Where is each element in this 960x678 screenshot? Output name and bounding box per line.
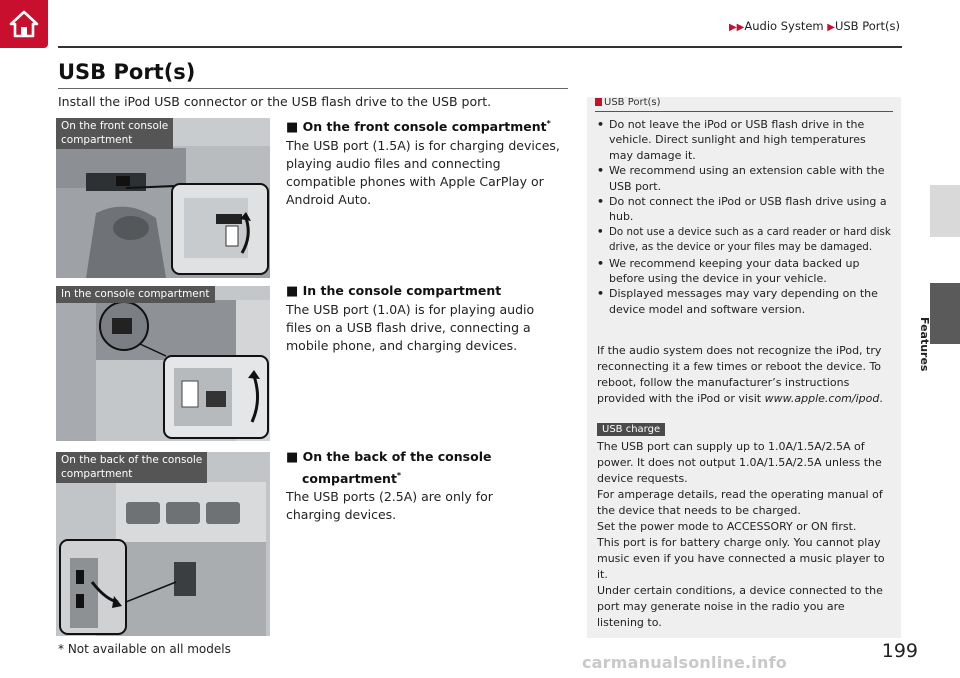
square-bullet-icon: ■ (286, 450, 299, 465)
side-tab-features-marker[interactable] (930, 283, 960, 344)
section-body: The USB port (1.5A) is for charging devices, playing audio files and connecting compatible phones with Apple CarPlay or Android Auto. (286, 138, 560, 208)
sidebar-paragraph: Set the power mode to ACCESSORY or ON first. (597, 520, 857, 533)
section-front-console (286, 115, 576, 209)
intro-text: Install the iPod USB connector or the USB flash drive to the USB port. (58, 94, 492, 109)
apple-link[interactable]: www.apple.com/ipod (764, 392, 880, 405)
sidebar-paragraph: The USB port can supply up to 1.0A/1.5A/2.5A of power. It does not output 1.0A/1.5A/2.5A unless the device requests. (597, 440, 882, 485)
reference-icon (595, 98, 602, 106)
section-body: The USB port (1.0A) is for playing audio files on a USB flash drive, connecting a mobile phone, and charging devices. (286, 302, 535, 353)
page-number: 199 (881, 640, 918, 662)
list-item: • Displayed messages may vary depending on the device model and software version. (597, 286, 892, 317)
photo-label: In the console compartment (56, 286, 215, 303)
square-bullet-icon: ■ (286, 120, 299, 136)
sidebar-bullet-list (597, 117, 892, 317)
list-item: • We recommend using an extension cable with the USB port. (597, 163, 892, 194)
home-icon (7, 7, 41, 41)
sidebar-paragraph: This port is for battery charge only. You cannot play music even if you have connected a music player to it. (597, 536, 885, 581)
sidebar-paragraph: For amperage details, read the operating manual of the device that needs to be charged. (597, 488, 883, 517)
title-rule (58, 88, 568, 89)
sidebar-paragraph: Under certain conditions, a device connected to the port may generate noise in the radio you are listening to. (597, 584, 883, 629)
breadcrumb-section[interactable]: Audio System (744, 19, 824, 33)
back-console-photo (56, 452, 270, 636)
section-heading: ■ In the console compartment (286, 283, 502, 299)
section-heading: ■ On the back of the console compartment* (286, 449, 492, 487)
reference-sidebar (587, 97, 901, 638)
side-tab-label: Features (918, 317, 931, 372)
section-back-console (286, 448, 576, 524)
sidebar-header: USB Port(s) (595, 97, 661, 108)
header-rule (58, 46, 902, 48)
footnote: * Not available on all models (58, 642, 231, 656)
section-body: The USB ports (2.5A) are only for charging devices. (286, 489, 493, 523)
section-heading: ■ On the front console compartment* (286, 119, 551, 136)
breadcrumb-arrow-icon: ▶ (827, 22, 835, 33)
side-tab-grey (930, 185, 960, 237)
sidebar-paragraph: If the audio system does not recognize the iPod, try reconnecting it a few times or reboot the device. To reboot, follow the manufacturer’s instructions provided with the iPod or visit www.apple.com/ipod. (597, 344, 883, 405)
watermark: carmanualsonline.info (582, 653, 787, 672)
photo-label: On the back of the console compartment (56, 452, 207, 483)
in-console-photo (56, 286, 270, 441)
sidebar-rule (595, 111, 893, 112)
page-title: USB Port(s) (58, 60, 196, 84)
list-item: • Do not connect the iPod or USB flash drive using a hub. (597, 194, 892, 225)
list-item: • Do not leave the iPod or USB flash drive in the vehicle. Direct sunlight and high temperatures may damage it. (597, 117, 892, 163)
list-item: • We recommend keeping your data backed up before using the device in your vehicle. (597, 256, 892, 287)
breadcrumb (729, 19, 900, 33)
photo-label: On the front console compartment (56, 118, 173, 149)
front-console-photo (56, 118, 270, 278)
breadcrumb-arrow-icon: ▶▶ (728, 22, 745, 33)
list-item: • Do not use a device such as a card reader or hard disk drive, as the device or your files may be damaged. (597, 225, 892, 256)
section-in-console (286, 282, 576, 355)
breadcrumb-page: USB Port(s) (834, 19, 900, 33)
usb-charge-tag: USB charge (597, 423, 665, 436)
home-button[interactable] (0, 0, 48, 48)
square-bullet-icon: ■ (286, 284, 299, 299)
